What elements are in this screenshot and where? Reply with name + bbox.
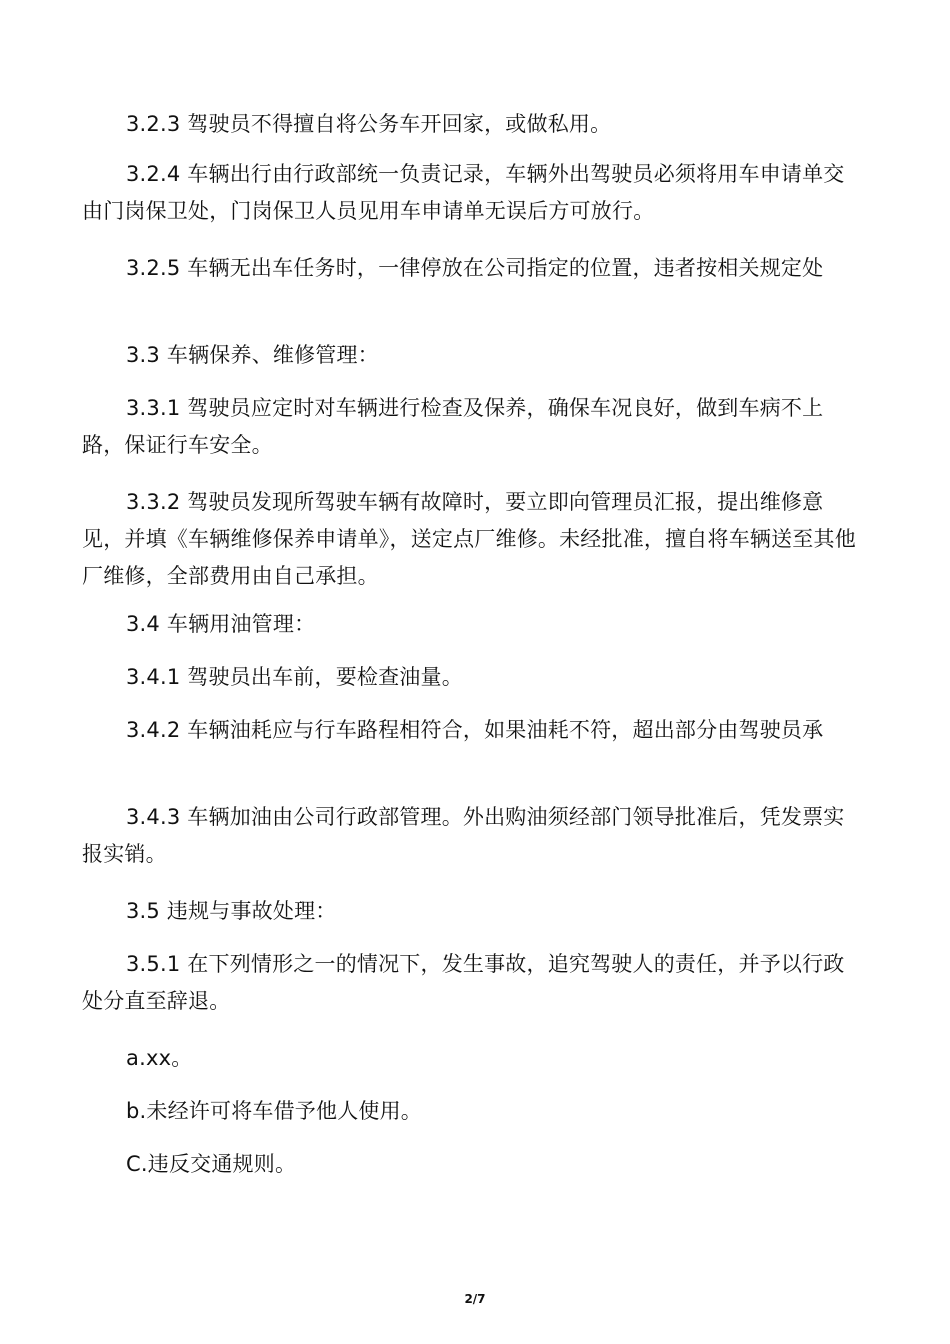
section-heading-3-5: 3.5 违规与事故处理： (126, 899, 337, 923)
list-item-c: C.违反交通规则。 (126, 1152, 297, 1176)
page-number: 2/7 (464, 1292, 486, 1306)
paragraph-3-5-1: 3.5.1 在下列情形之一的情况下，发生事故，追究驾驶人的责任，并予以行政处分直至辞退。 (82, 952, 845, 1013)
paragraph-3-2-5: 3.2.5 车辆无出车任务时，一律停放在公司指定的位置，违者按相关规定处 (126, 256, 824, 280)
paragraph-3-4-2: 3.4.2 车辆油耗应与行车路程相符合，如果油耗不符，超出部分由驾驶员承 (126, 718, 824, 742)
paragraph-3-4-3: 3.4.3 车辆加油由公司行政部管理。外出购油须经部门领导批准后，凭发票实报实销。 (82, 805, 845, 866)
paragraph-3-2-3: 3.2.3 驾驶员不得擅自将公务车开回家，或做私用。 (126, 112, 612, 136)
section-heading-3-4: 3.4 车辆用油管理： (126, 612, 316, 636)
paragraph-3-4-1: 3.4.1 驾驶员出车前，要检查油量。 (126, 665, 463, 689)
list-item-b: b.未经许可将车借予他人使用。 (126, 1099, 423, 1123)
paragraph-3-2-4: 3.2.4 车辆出行由行政部统一负责记录，车辆外出驾驶员必须将用车申请单交由门岗保卫处，门岗保卫人员见用车申请单无误后方可放行。 (82, 162, 845, 223)
section-heading-3-3: 3.3 车辆保养、维修管理： (126, 343, 379, 367)
paragraph-3-3-1: 3.3.1 驾驶员应定时对车辆进行检查及保养，确保车况良好，做到车病不上路，保证行车安全。 (82, 396, 824, 457)
list-item-a: a.xx。 (126, 1046, 193, 1070)
paragraph-3-3-2: 3.3.2 驾驶员发现所驾驶车辆有故障时，要立即向管理员汇报，提出维修意见，并填《车辆维修保养申请单》，送定点厂维修。未经批准，擅自将车辆送至其他厂维修，全部费用由自己承担。 (82, 490, 856, 588)
